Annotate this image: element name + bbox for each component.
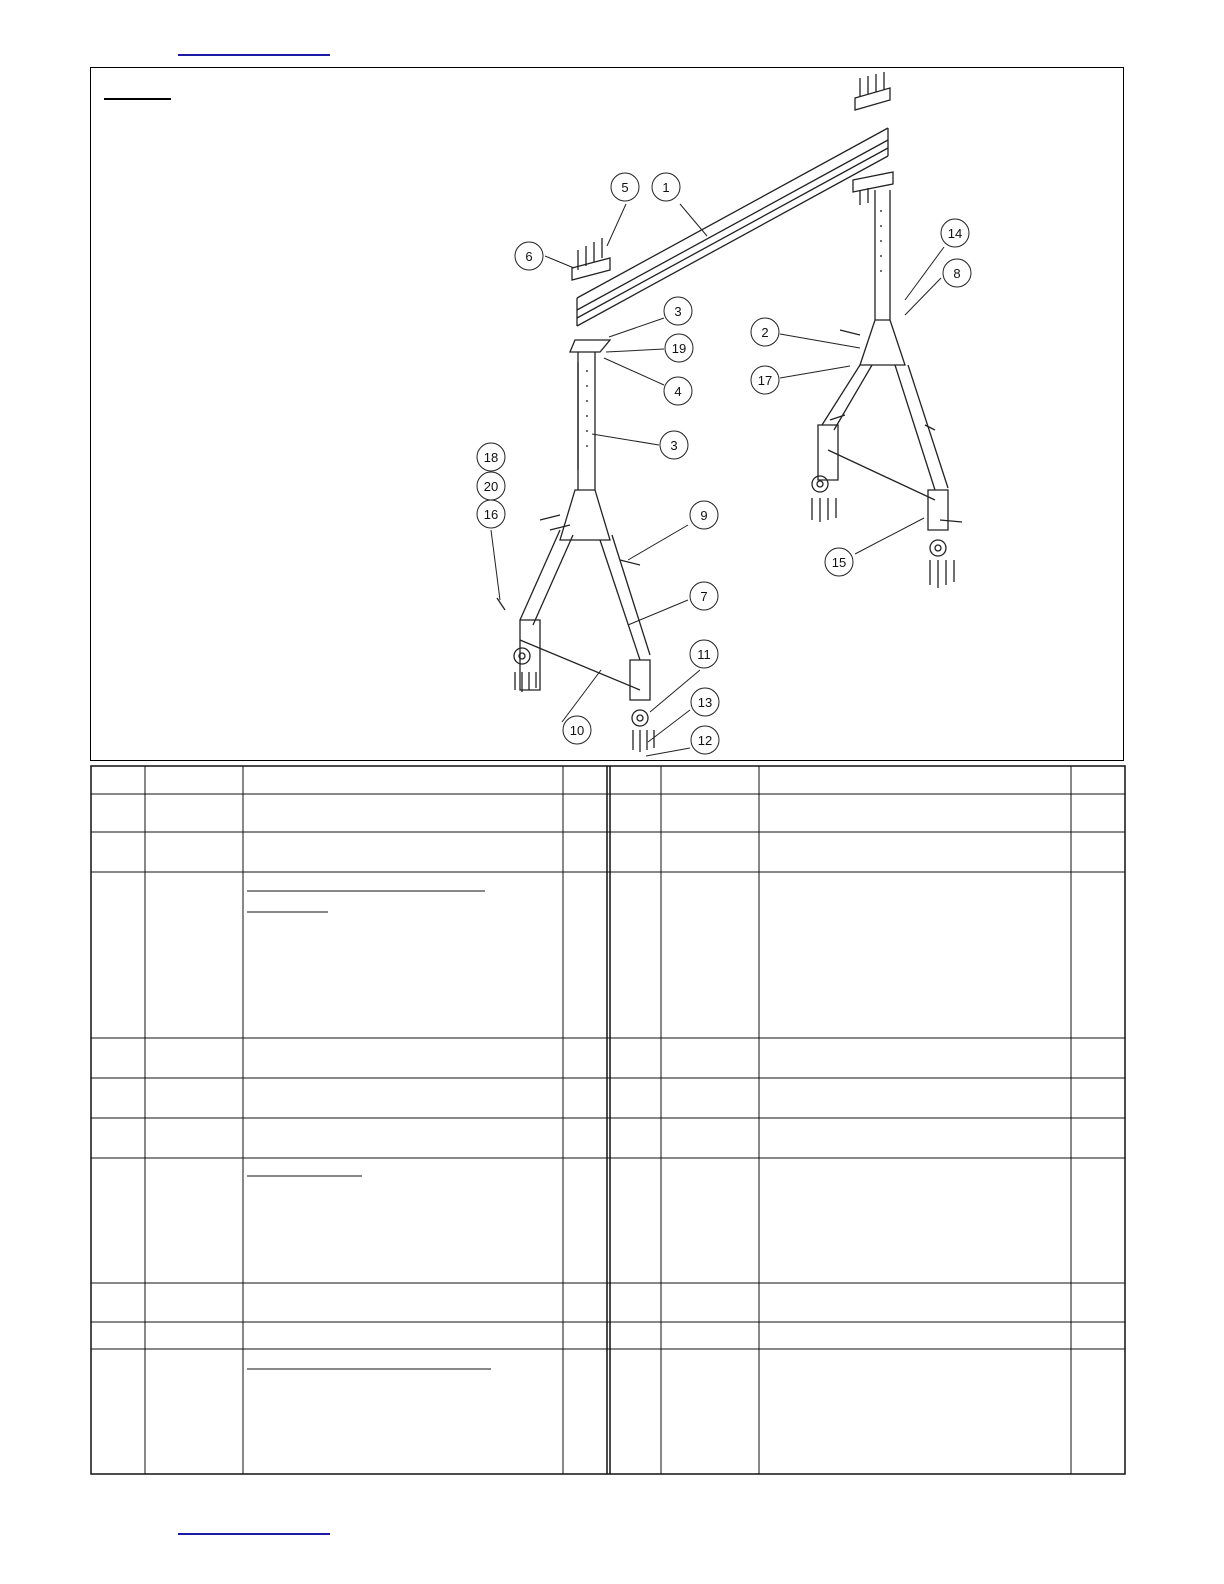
callout-2: 2 [761, 325, 769, 340]
callout-11: 11 [697, 647, 711, 662]
callout-10: 10 [569, 723, 585, 738]
callout-5: 5 [621, 180, 629, 195]
callout-7: 7 [700, 589, 708, 604]
callout-9: 9 [700, 508, 708, 523]
callout-3b: 3 [670, 438, 678, 453]
callout-6: 6 [525, 249, 533, 264]
callout-20: 20 [483, 479, 499, 494]
callout-18: 18 [483, 450, 499, 465]
footer-link-underline[interactable] [178, 1533, 330, 1535]
table-row-lines [91, 794, 1125, 1349]
callout-13: 13 [697, 695, 713, 710]
callout-8: 8 [953, 266, 961, 281]
callout-16: 16 [483, 507, 499, 522]
callout-3a: 3 [674, 304, 682, 319]
callout-17: 17 [757, 373, 773, 388]
callout-19: 19 [671, 341, 687, 356]
description-underlines [247, 891, 491, 1369]
callout-15: 15 [831, 555, 847, 570]
callout-14: 14 [947, 226, 963, 241]
callout-12: 12 [697, 733, 713, 748]
callout-4: 4 [674, 384, 682, 399]
callout-1: 1 [662, 180, 670, 195]
